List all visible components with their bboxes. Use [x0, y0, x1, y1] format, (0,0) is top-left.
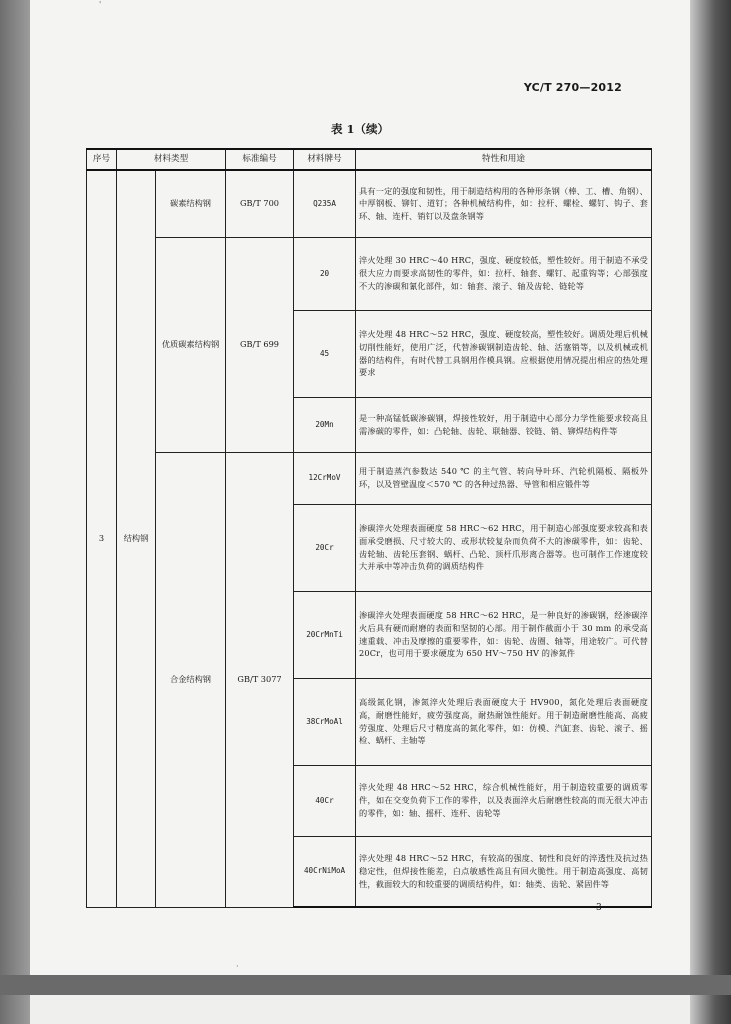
description-cell: 高级氮化钢，渗氮淬火处理后表面硬度大于 HV900，氮化处理后表面硬度高，耐磨性能好，疲劳强度高，耐热耐蚀性能好。用于制造耐磨性能高、高疲劳强度、处理后尺寸精度高的氮化零件，如：仿模、汽缸套、齿轮、滚子、摇检、蜗杆、主轴等: [356, 678, 652, 765]
description-cell: 是一种高锰低碳渗碳钢，焊接性较好，用于制造中心部分力学性能要求较高且需渗碳的零件，如：凸轮轴、齿轮、联轴器、铰链、销、铆焊结构件等: [356, 397, 652, 452]
standard-cell: GB/T 3077: [226, 452, 294, 907]
document-page: [30, 0, 690, 975]
material-type-cell: 优质碳素结构钢: [156, 237, 226, 452]
grade-cell: 20: [294, 237, 356, 310]
table-row: [87, 452, 652, 504]
table-header-row: [87, 149, 652, 170]
grade-cell: 40Cr: [294, 765, 356, 836]
grade-cell: 20CrMnTi: [294, 591, 356, 678]
grade-cell: 40CrNiMoA: [294, 836, 356, 907]
description-cell: 淬火处理 48 HRC～52 HRC，综合机械性能好，用于制造较重要的调质零件，如在交变负荷下工作的零件，以及表面淬火后耐磨性较高的而无很大冲击的零件，如：轴、摇杆、连杆、齿轮等: [356, 765, 652, 836]
grade-cell: 20Cr: [294, 504, 356, 591]
section-category: 结构钢: [117, 170, 156, 907]
grade-cell: 20Mn: [294, 397, 356, 452]
material-type-cell: 合金结构钢: [156, 452, 226, 907]
col-header-material-type: 材料类型: [117, 149, 226, 170]
section-number: 3: [87, 170, 117, 907]
col-header-standard: 标准编号: [226, 149, 294, 170]
material-type-cell: 碳素结构钢: [156, 170, 226, 237]
background-bottom: [0, 975, 731, 995]
table-title: 表 1（续）: [330, 122, 389, 136]
grade-cell: 12CrMoV: [294, 452, 356, 504]
col-header-properties: 特性和用途: [356, 149, 652, 170]
background-right: [690, 0, 731, 1024]
standard-cell: GB/T 699: [226, 237, 294, 452]
col-header-grade: 材料牌号: [294, 149, 356, 170]
material-table: [86, 148, 652, 908]
page-number: 3: [596, 903, 602, 913]
next-page-edge: [30, 995, 690, 1024]
description-cell: 淬火处理 48 HRC～52 HRC，强度、硬度较高，塑性较好。调质处理后机械切削性能好，使用广泛，代替渗碳钢制造齿轮、轴、活塞销等，以及机械或机器的结构件，有时代替工具钢用作模具钢。应根据使用情况提出相应的热处理要求: [356, 310, 652, 397]
description-cell: 用于制造蒸汽参数达 540 ℃ 的主气管、转向导叶环、汽轮机隔板、隔板外环，以及管壁温度＜570 ℃ 的各种过热器、导管和相应锻件等: [356, 452, 652, 504]
standard-cell: GB/T 700: [226, 170, 294, 237]
description-cell: 具有一定的强度和韧性，用于制造结构用的各种形条钢（棒、工、槽、角钢）、中厚钢板、铆钉、道钉；各种机械结构件，如：拉杆、螺栓、螺钉、钩子、套环、轴、连杆、销钉以及盘条钢等: [356, 170, 652, 237]
col-header-index: 序号: [87, 149, 117, 170]
table-row: [87, 170, 652, 237]
grade-cell: Q235A: [294, 170, 356, 237]
scan-speck: ': [99, 0, 102, 9]
background-left: [0, 0, 30, 1024]
description-cell: 淬火处理 30 HRC～40 HRC，强度、硬度较低，塑性较好。用于制造不承受很大应力而要求高韧性的零件，如：拉杆、轴套、螺钉、起重钩等；心部强度不大的渗碳和氰化部件，如：轴套、滚子、轴及齿轮、链轮等: [356, 237, 652, 310]
description-cell: 渗碳淬火处理表面硬度 58 HRC～62 HRC，是一种良好的渗碳钢，经渗碳淬火后具有硬而耐磨的表面和坚韧的心部。用于制作截面小于 30 mm 的承受高速重载、冲击及摩擦的重要零件，如：齿轮、齿圈、轴等，用途较广。可代替 20Cr，也可用于要求硬度为 650 HV～750 HV 的渗氮件: [356, 591, 652, 678]
scan-speck: ·: [236, 962, 239, 971]
description-cell: 淬火处理 48 HRC～52 HRC，有较高的强度、韧性和良好的淬透性及抗过热稳定性，但焊接性能差，白点敏感性高且有回火脆性。用于制造高强度、高韧性，截面较大的和较重要的调质结构件，如：轴类、齿轮、紧固件等: [356, 836, 652, 907]
table-row: [87, 237, 652, 310]
standard-code: YC/T 270—2012: [523, 81, 622, 94]
grade-cell: 38CrMoAl: [294, 678, 356, 765]
grade-cell: 45: [294, 310, 356, 397]
description-cell: 渗碳淬火处理表面硬度 58 HRC～62 HRC，用于制造心部强度要求较高和表面承受磨损、尺寸较大的、或形状较复杂而负荷不大的渗碳零件，如：齿轮、齿轮轴、齿轮压套钢、蜗杆、凸轮、顶杆爪形离合器等。也可制作工作速度较大并承中等冲击负荷的调质结构件: [356, 504, 652, 591]
